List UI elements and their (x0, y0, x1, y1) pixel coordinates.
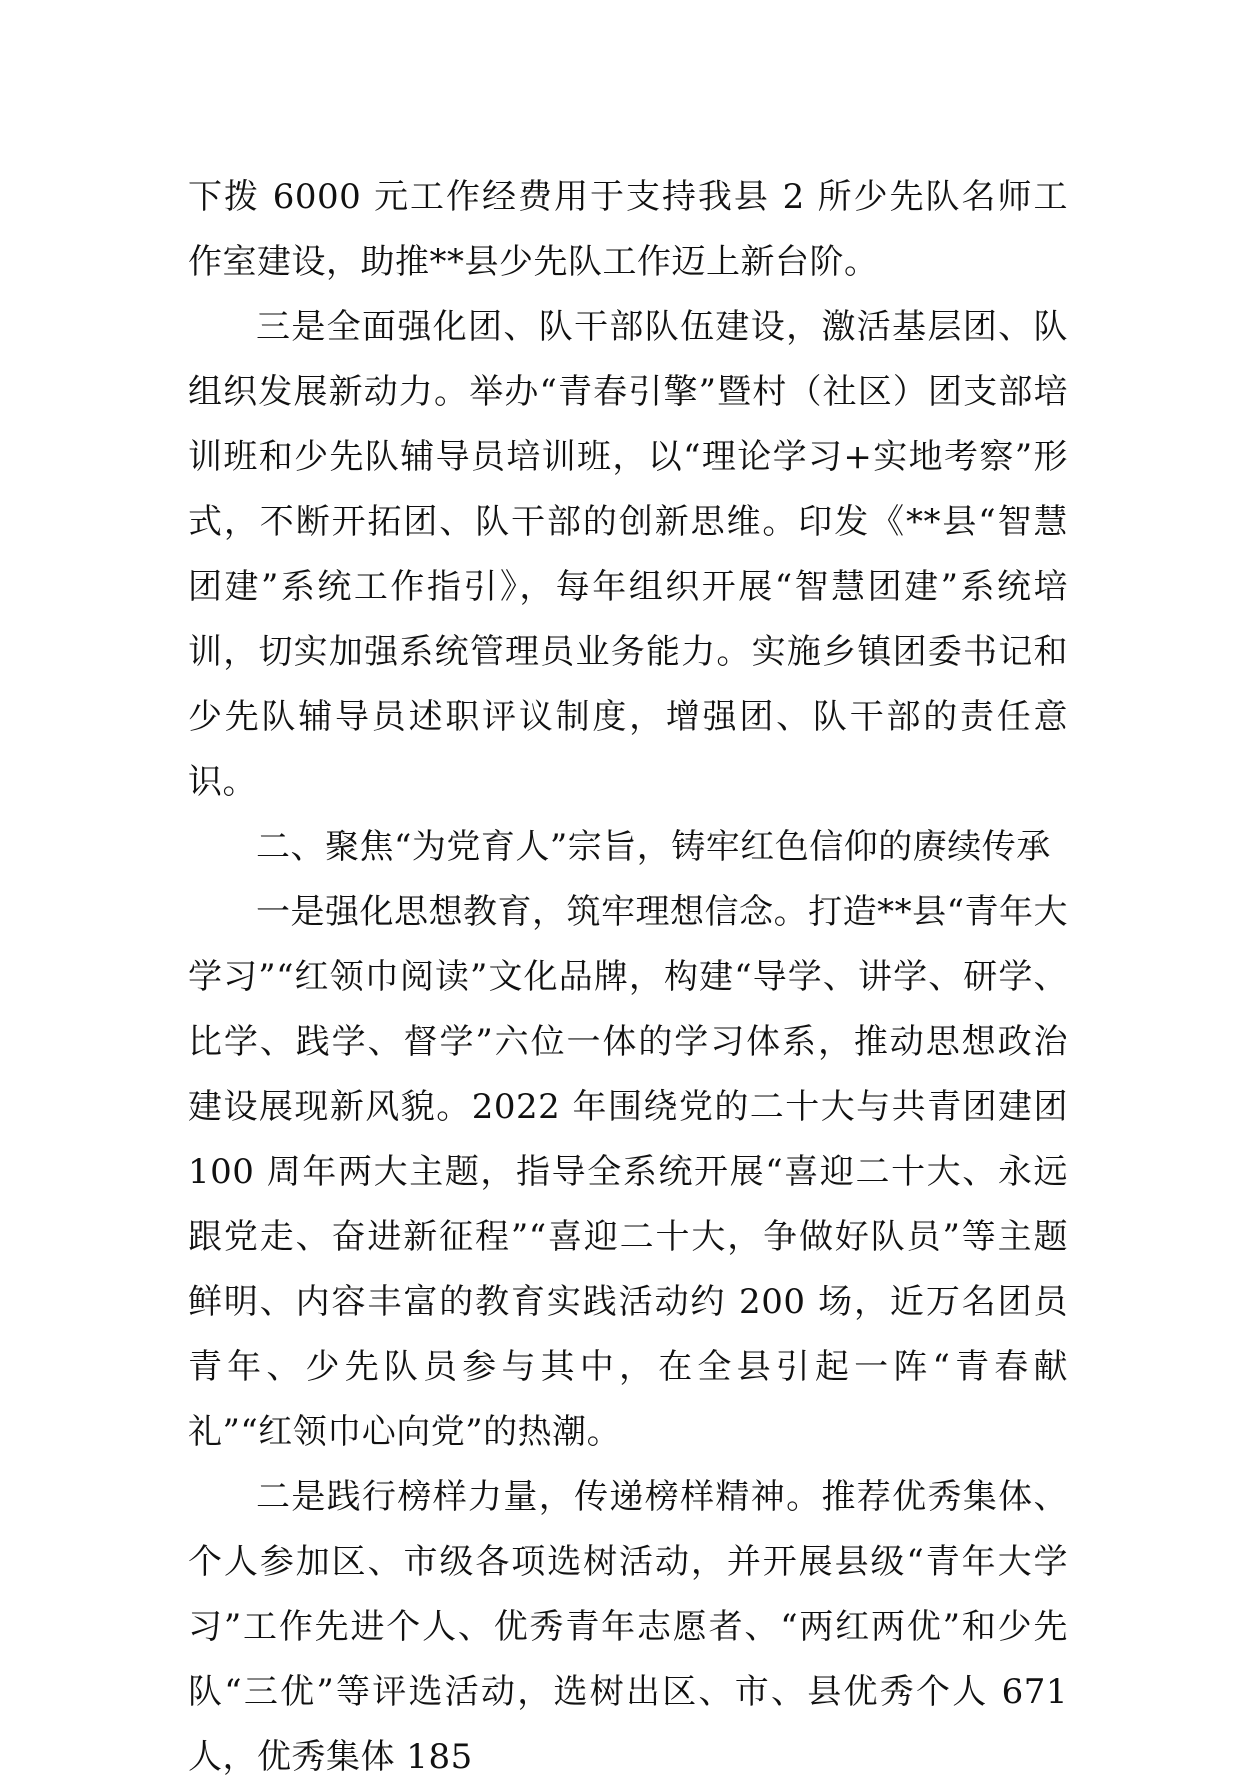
paragraph-cadre-building: 三是全面强化团、队干部队伍建设，激活基层团、队组织发展新动力。举办“青春引擎”暨村（社区）团支部培训班和少先队辅导员培训班，以“理论学习+实地考察”形式，不断开拓团、队干部的创新思维。印发《**县“智慧团建”系统工作指引》，每年组织开展“智慧团建”系统培训，切实加强系统管理员业务能力。实施乡镇团委书记和少先队辅导员述职评议制度，增强团、队干部的责任意识。 (188, 307, 1068, 802)
section-heading-two: 二、聚焦“为党育人”宗旨，铸牢红色信仰的赓续传承 (256, 827, 1051, 867)
paragraph-continuation: 下拨 6000 元工作经费用于支持我县 2 所少先队名师工作室建设，助推**县少先队工作迈上新台阶。 (188, 177, 1068, 282)
paragraph-ideological-education: 一是强化思想教育，筑牢理想信念。打造**县“青年大学习”“红领巾阅读”文化品牌，构建“导学、讲学、研学、比学、践学、督学”六位一体的学习体系，推动思想政治建设展现新风貌。2022 年围绕党的二十大与共青团建团 100 周年两大主题，指导全系统开展“喜迎二十大、永远跟党走、奋进新征程”“喜迎二十大，争做好队员”等主题鲜明、内容丰富的教育实践活动约 200 场，近万名团员青年、少先队员参与其中，在全县引起一阵“青春献礼”“红领巾心向党”的热潮。 (188, 892, 1068, 1452)
document-body (188, 165, 1068, 1790)
paragraph-role-models: 二是践行榜样力量，传递榜样精神。推荐优秀集体、个人参加区、市级各项选树活动，并开展县级“青年大学习”工作先进个人、优秀青年志愿者、“两红两优”和少先队“三优”等评选活动，选树出区、市、县优秀个人 671 人，优秀集体 185 (188, 1477, 1068, 1777)
